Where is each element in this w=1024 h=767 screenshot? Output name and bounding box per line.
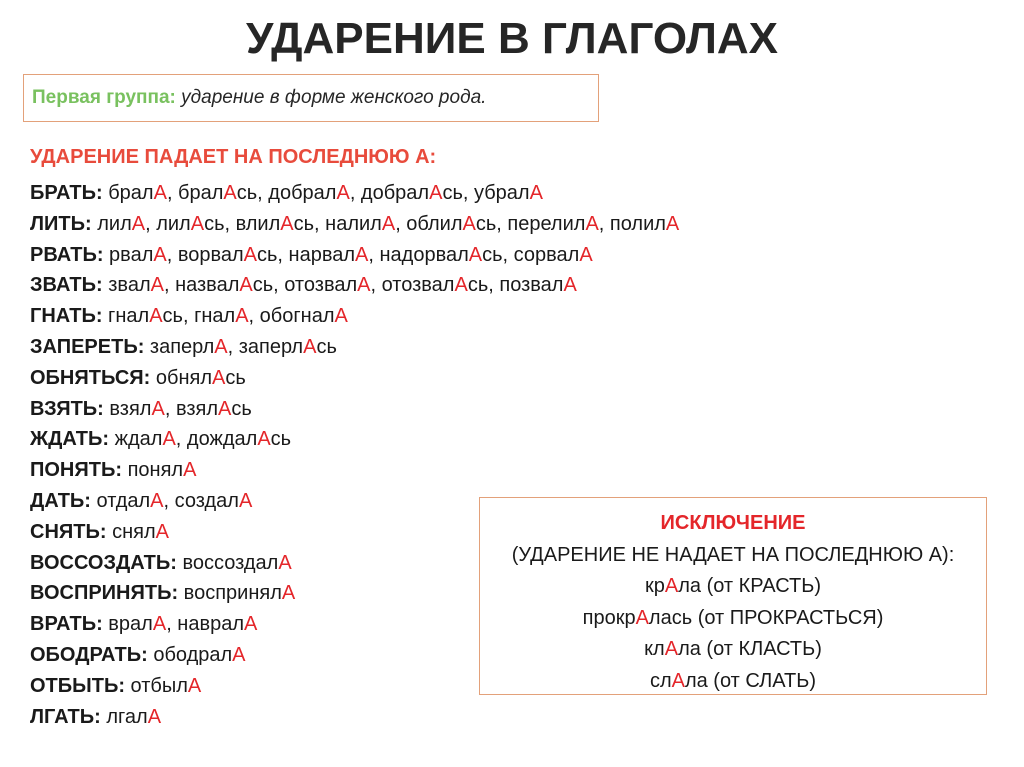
verb-forms: ла (от КРАСТЬ) bbox=[678, 575, 821, 597]
stressed-letter: А bbox=[131, 212, 146, 235]
verb-head: ДАТЬ: bbox=[30, 489, 91, 512]
stressed-letter: А bbox=[664, 575, 679, 597]
verb-forms: сь, гнал bbox=[162, 305, 236, 328]
stressed-letter: А bbox=[278, 551, 292, 574]
intro-box bbox=[23, 74, 599, 122]
verb-forms: сь bbox=[270, 428, 292, 451]
stressed-letter: А bbox=[187, 674, 202, 697]
verb-forms: , обогнал bbox=[248, 305, 335, 328]
verb-forms: лась (от ПРОКРАСТЬСЯ) bbox=[648, 606, 884, 629]
verb-row bbox=[30, 424, 679, 455]
verb-forms: сь bbox=[225, 366, 246, 389]
stressed-letter: А bbox=[334, 305, 348, 328]
verb-head: БРАТЬ: bbox=[30, 182, 103, 204]
stressed-letter: А bbox=[529, 182, 543, 204]
verb-head: ВРАТЬ: bbox=[30, 613, 103, 636]
verb-forms: , заперл bbox=[227, 335, 304, 358]
verb-forms: , полил bbox=[598, 212, 666, 235]
stressed-letter: А bbox=[244, 613, 258, 636]
verb-forms: , надорвал bbox=[368, 243, 469, 266]
verb-head: ВОССОЗДАТЬ: bbox=[30, 551, 177, 574]
verb-forms: ла (от СЛАТЬ) bbox=[684, 669, 817, 692]
verb-head: ЛИТЬ: bbox=[30, 212, 92, 235]
verb-forms: сь, перелил bbox=[475, 212, 586, 235]
intro-label: Первая группа: bbox=[32, 87, 176, 108]
verb-forms: ла (от КЛАСТЬ) bbox=[678, 638, 822, 660]
verb-row bbox=[30, 178, 679, 209]
exception-line bbox=[480, 571, 986, 603]
stressed-letter: А bbox=[238, 489, 253, 512]
verb-forms: ждал bbox=[109, 428, 163, 451]
stressed-letter: А bbox=[235, 305, 249, 328]
stressed-letter: А bbox=[579, 243, 593, 266]
verb-head: ЛГАТЬ: bbox=[30, 705, 101, 728]
stressed-letter: А bbox=[150, 489, 164, 512]
verb-forms: , добрал bbox=[349, 182, 430, 204]
exception-subtitle: (УДАРЕНИЕ НЕ НАДАЕТ НА ПОСЛЕДНЮЮ А): bbox=[511, 543, 955, 566]
verb-forms: отбыл bbox=[124, 674, 188, 697]
stressed-letter: А bbox=[454, 274, 468, 297]
verb-forms: воспринял bbox=[178, 582, 282, 605]
verb-forms: ободрал bbox=[147, 643, 233, 666]
exception-title: ИСКЛЮЧЕНИЕ bbox=[660, 512, 806, 534]
stressed-letter: А bbox=[162, 428, 176, 451]
stressed-letter: А bbox=[429, 182, 443, 204]
stressed-letter: А bbox=[232, 643, 246, 666]
verb-forms: сь bbox=[231, 397, 252, 420]
verb-forms: , назвал bbox=[163, 274, 240, 297]
verb-row bbox=[30, 301, 679, 332]
stressed-letter: А bbox=[155, 520, 169, 543]
slide-title: УДАРЕНИЕ В ГЛАГОЛАХ bbox=[246, 14, 778, 63]
stressed-letter: А bbox=[153, 182, 167, 204]
stressed-letter: А bbox=[183, 459, 197, 482]
verb-head: ЗАПЕРЕТЬ: bbox=[30, 335, 145, 358]
verb-row bbox=[30, 209, 679, 240]
exception-line bbox=[480, 634, 986, 666]
stressed-letter: А bbox=[153, 243, 167, 266]
stressed-letter: А bbox=[671, 669, 685, 692]
verb-forms: сь, отозвал bbox=[252, 274, 358, 297]
verb-row bbox=[30, 363, 679, 394]
verb-head: ГНАТЬ: bbox=[30, 305, 103, 328]
verb-forms: сь bbox=[316, 335, 337, 358]
verb-head: ЖДАТЬ: bbox=[30, 428, 110, 451]
stressed-letter: А bbox=[355, 243, 369, 266]
verb-row bbox=[30, 270, 679, 301]
stressed-letter: А bbox=[563, 274, 577, 297]
verb-forms: лил bbox=[91, 212, 132, 235]
verb-forms: прокр bbox=[582, 606, 636, 629]
verb-row bbox=[30, 702, 679, 733]
stressed-letter: А bbox=[336, 182, 350, 204]
stressed-letter: А bbox=[257, 428, 271, 451]
exception-line bbox=[480, 666, 986, 698]
verb-head: ВОСПРИНЯТЬ: bbox=[30, 582, 179, 605]
stressed-letter: А bbox=[381, 212, 396, 235]
verb-forms: взял bbox=[103, 397, 152, 420]
stressed-letter: А bbox=[214, 335, 228, 358]
verb-forms: звал bbox=[102, 274, 151, 297]
verb-forms: сь, влил bbox=[204, 212, 281, 235]
verb-forms: сь, позвал bbox=[467, 274, 564, 297]
verb-head: ЗВАТЬ: bbox=[30, 274, 103, 297]
verb-head: ОБОДРАТЬ: bbox=[30, 643, 148, 666]
verb-forms: , лил bbox=[145, 212, 191, 235]
verb-forms: , облил bbox=[395, 212, 463, 235]
verb-forms: брал bbox=[102, 182, 154, 204]
verb-forms: , наврал bbox=[166, 613, 245, 636]
verb-row bbox=[30, 332, 679, 363]
verb-forms: кл bbox=[644, 638, 665, 660]
stressed-letter: А bbox=[303, 335, 317, 358]
stressed-letter: А bbox=[151, 397, 165, 420]
verb-row bbox=[30, 240, 679, 271]
stressed-letter: А bbox=[357, 274, 371, 297]
stressed-letter: А bbox=[218, 397, 232, 420]
stressed-letter: А bbox=[665, 212, 680, 235]
verb-forms: сь, убрал bbox=[442, 182, 530, 204]
exception-line bbox=[480, 603, 986, 635]
verb-forms: рвал bbox=[103, 243, 154, 266]
verb-forms: , дождал bbox=[175, 428, 258, 451]
verb-forms: , ворвал bbox=[166, 243, 244, 266]
stressed-letter: А bbox=[280, 212, 294, 235]
verb-forms: , отозвал bbox=[370, 274, 455, 297]
stressed-letter: А bbox=[149, 305, 163, 328]
verb-forms: сь, добрал bbox=[236, 182, 337, 204]
rule-heading: УДАРЕНИЕ ПАДАЕТ НА ПОСЛЕДНЮЮ А: bbox=[30, 146, 437, 168]
verb-forms: врал bbox=[102, 613, 153, 636]
verb-forms: сл bbox=[649, 669, 672, 692]
verb-head: ОБНЯТЬСЯ: bbox=[30, 366, 151, 389]
stressed-letter: А bbox=[468, 243, 483, 266]
verb-forms: снял bbox=[106, 520, 156, 543]
stressed-letter: А bbox=[152, 613, 167, 636]
stressed-letter: А bbox=[243, 243, 258, 266]
stressed-letter: А bbox=[223, 182, 237, 204]
stressed-letter: А bbox=[462, 212, 476, 235]
verb-head: ВЗЯТЬ: bbox=[30, 397, 104, 420]
verb-forms: , взял bbox=[164, 397, 219, 420]
verb-forms: сь, нарвал bbox=[257, 243, 356, 266]
verb-head: ОТБЫТЬ: bbox=[30, 674, 125, 697]
verb-forms: лгал bbox=[100, 705, 148, 728]
verb-forms: понял bbox=[122, 459, 184, 482]
verb-forms: , брал bbox=[166, 182, 224, 204]
verb-head: РВАТЬ: bbox=[30, 243, 104, 266]
intro-text: ударение в форме женского рода. bbox=[175, 87, 487, 108]
verb-forms: сь, сорвал bbox=[482, 243, 580, 266]
verb-row bbox=[30, 455, 679, 486]
stressed-letter: А bbox=[190, 212, 205, 235]
verb-head: СНЯТЬ: bbox=[30, 520, 107, 543]
stressed-letter: А bbox=[281, 582, 296, 605]
stressed-letter: А bbox=[635, 606, 649, 629]
stressed-letter: А bbox=[664, 638, 679, 660]
verb-forms: воссоздал bbox=[176, 551, 279, 574]
exception-lines bbox=[480, 571, 986, 697]
verb-row bbox=[30, 394, 679, 425]
verb-forms: гнал bbox=[102, 305, 150, 328]
verb-forms: сь, налил bbox=[293, 212, 382, 235]
stressed-letter: А bbox=[147, 705, 162, 728]
verb-head: ПОНЯТЬ: bbox=[30, 459, 123, 482]
verb-forms: заперл bbox=[144, 335, 215, 358]
verb-forms: отдал bbox=[90, 489, 151, 512]
verb-forms: обнял bbox=[150, 366, 213, 389]
stressed-letter: А bbox=[150, 274, 164, 297]
stressed-letter: А bbox=[239, 274, 253, 297]
verb-forms: кр bbox=[645, 575, 665, 597]
exception-box bbox=[479, 497, 987, 695]
verb-forms: , создал bbox=[163, 489, 239, 512]
stressed-letter: А bbox=[212, 366, 226, 389]
stressed-letter: А bbox=[585, 212, 599, 235]
